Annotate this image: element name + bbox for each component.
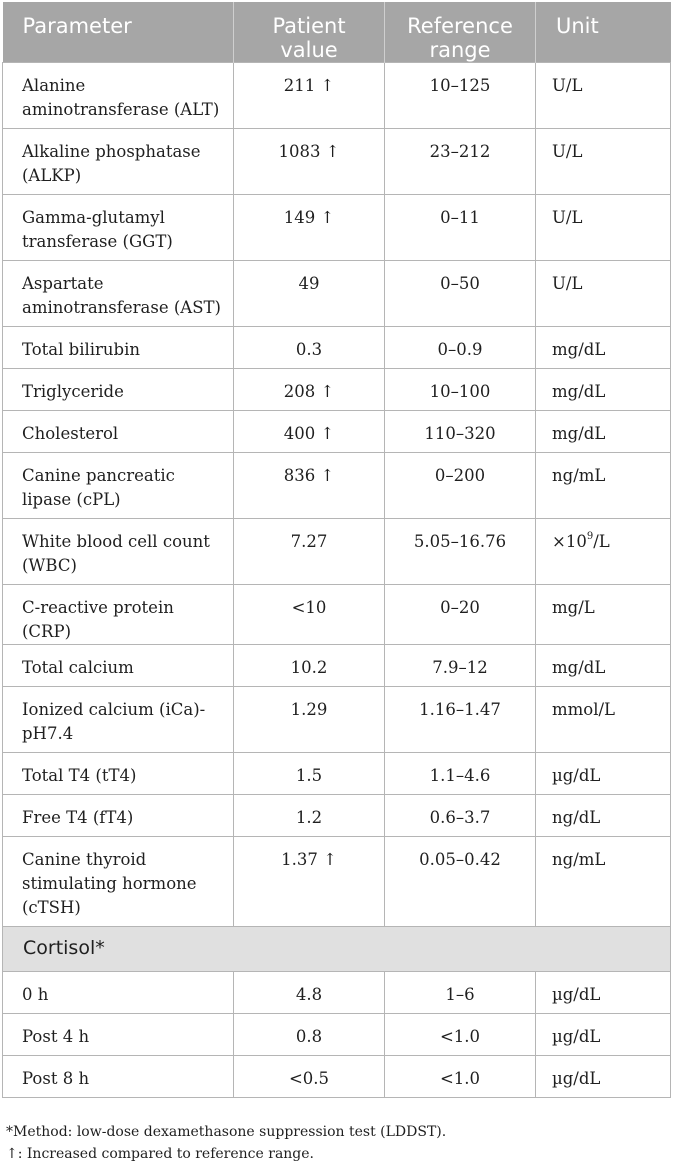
param-cell: Total calcium (3, 645, 234, 687)
header-patient-value: Patient value (234, 2, 385, 63)
patient-value-cell: 1.2 (234, 795, 385, 837)
unit-cell: mg/dL (536, 411, 671, 453)
reference-range-cell: 0–200 (385, 453, 536, 519)
param-cell: Post 4 h (3, 1014, 234, 1056)
footnote-increased: ↑: Increased compared to reference range. (6, 1146, 315, 1162)
reference-range-cell: 0.05–0.42 (385, 837, 536, 927)
param-cell: Cholesterol (3, 411, 234, 453)
unit-cell: µg/dL (536, 753, 671, 795)
patient-value-cell: 1.5 (234, 753, 385, 795)
table-footnotes (6, 1121, 446, 1165)
header-reference-range: Reference range (385, 2, 536, 63)
unit-cell: µg/dL (536, 1014, 671, 1056)
table-row (3, 327, 671, 369)
header-parameter: Parameter (3, 2, 234, 63)
param-cell: Ionized calcium (iCa)-pH7.4 (3, 687, 234, 753)
patient-value-cell: 1.37 ↑ (234, 837, 385, 927)
reference-range-cell: 0–0.9 (385, 327, 536, 369)
param-cell: 0 h (3, 972, 234, 1014)
patient-value-cell: 836 ↑ (234, 453, 385, 519)
unit-cell: µg/dL (536, 972, 671, 1014)
reference-range-cell: 5.05–16.76 (385, 519, 536, 585)
patient-value-cell: 149 ↑ (234, 195, 385, 261)
header-unit: Unit (536, 2, 671, 63)
table-row (3, 129, 671, 195)
param-cell: Alanine aminotransferase (ALT) (3, 63, 234, 129)
patient-value-cell: 49 (234, 261, 385, 327)
param-cell: Alkaline phosphatase (ALKP) (3, 129, 234, 195)
param-cell: Aspartate aminotransferase (AST) (3, 261, 234, 327)
section-label: Cortisol* (3, 927, 671, 972)
patient-value-cell: 208 ↑ (234, 369, 385, 411)
lab-results-table (2, 2, 671, 1098)
footnote-method: *Method: low-dose dexamethasone suppression test (LDDST). (6, 1124, 447, 1140)
table-row (3, 795, 671, 837)
unit-cell: ng/dL (536, 795, 671, 837)
reference-range-cell: 0–20 (385, 585, 536, 645)
reference-range-cell: 0–50 (385, 261, 536, 327)
patient-value-cell: 1.29 (234, 687, 385, 753)
table-header-row (3, 2, 671, 63)
unit-cell: U/L (536, 195, 671, 261)
param-cell: Canine thyroid stimulating hormone (cTSH) (3, 837, 234, 927)
param-cell: White blood cell count (WBC) (3, 519, 234, 585)
lab-results-table-container (2, 2, 670, 1098)
reference-range-cell: 1.1–4.6 (385, 753, 536, 795)
reference-range-cell: <1.0 (385, 1014, 536, 1056)
cortisol-section-header (3, 927, 671, 972)
table-row (3, 411, 671, 453)
unit-cell: mg/L (536, 585, 671, 645)
table-row (3, 1056, 671, 1098)
param-cell: C-reactive protein (CRP) (3, 585, 234, 645)
patient-value-cell: <10 (234, 585, 385, 645)
unit-cell: µg/dL (536, 1056, 671, 1098)
param-cell: Free T4 (fT4) (3, 795, 234, 837)
table-row (3, 837, 671, 927)
param-cell: Total T4 (tT4) (3, 753, 234, 795)
reference-range-cell: 23–212 (385, 129, 536, 195)
table-row (3, 972, 671, 1014)
patient-value-cell: 10.2 (234, 645, 385, 687)
patient-value-cell: 0.8 (234, 1014, 385, 1056)
unit-cell: U/L (536, 261, 671, 327)
param-cell: Total bilirubin (3, 327, 234, 369)
unit-cell: U/L (536, 129, 671, 195)
unit-cell: mmol/L (536, 687, 671, 753)
table-row (3, 1014, 671, 1056)
table-row (3, 453, 671, 519)
reference-range-cell: 10–100 (385, 369, 536, 411)
unit-cell: mg/dL (536, 327, 671, 369)
unit-cell: mg/dL (536, 645, 671, 687)
unit-cell: U/L (536, 63, 671, 129)
param-cell: Canine pancreatic lipase (cPL) (3, 453, 234, 519)
table-row (3, 753, 671, 795)
patient-value-cell: 7.27 (234, 519, 385, 585)
param-cell: Triglyceride (3, 369, 234, 411)
param-cell: Gamma-glutamyl transferase (GGT) (3, 195, 234, 261)
reference-range-cell: 1–6 (385, 972, 536, 1014)
reference-range-cell: 10–125 (385, 63, 536, 129)
table-row (3, 195, 671, 261)
table-row (3, 369, 671, 411)
table-row (3, 519, 671, 585)
table-row (3, 645, 671, 687)
reference-range-cell: 0–11 (385, 195, 536, 261)
reference-range-cell: 0.6–3.7 (385, 795, 536, 837)
reference-range-cell: <1.0 (385, 1056, 536, 1098)
patient-value-cell: <0.5 (234, 1056, 385, 1098)
unit-cell: $\times 10^9/L$ (536, 519, 671, 585)
param-cell: Post 8 h (3, 1056, 234, 1098)
patient-value-cell: 1083 ↑ (234, 129, 385, 195)
table-row (3, 261, 671, 327)
reference-range-cell: 1.16–1.47 (385, 687, 536, 753)
unit-cell: ng/mL (536, 453, 671, 519)
table-row (3, 687, 671, 753)
patient-value-cell: 400 ↑ (234, 411, 385, 453)
reference-range-cell: 7.9–12 (385, 645, 536, 687)
unit-cell: ng/mL (536, 837, 671, 927)
patient-value-cell: 0.3 (234, 327, 385, 369)
table-row (3, 63, 671, 129)
patient-value-cell: 211 ↑ (234, 63, 385, 129)
table-row (3, 585, 671, 645)
reference-range-cell: 110–320 (385, 411, 536, 453)
unit-cell: mg/dL (536, 369, 671, 411)
patient-value-cell: 4.8 (234, 972, 385, 1014)
